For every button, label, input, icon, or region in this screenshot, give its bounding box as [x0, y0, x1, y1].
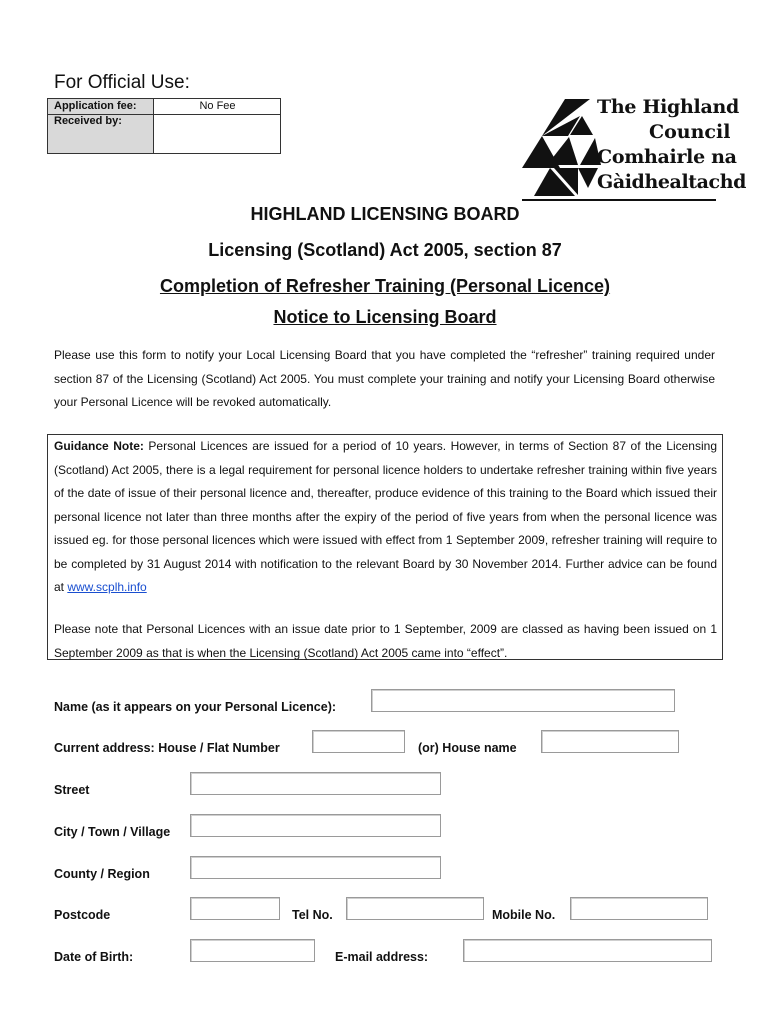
name-label: Name (as it appears on your Personal Licence): [54, 700, 337, 714]
street-label: Street [54, 783, 90, 797]
scplh-link[interactable]: www.scplh.info [67, 580, 147, 594]
postcode-label: Postcode [54, 908, 111, 922]
house-name-label: (or) House name [418, 741, 517, 755]
application-fee-label: Application fee: [54, 100, 137, 112]
heading-licensing-board: HIGHLAND LICENSING BOARD [250, 204, 520, 224]
official-use-title: For Official Use: [54, 72, 190, 93]
guidance-label: Guidance Note: [54, 439, 144, 453]
tel-field[interactable] [346, 897, 484, 920]
street-field[interactable] [190, 772, 441, 795]
logo-triangle-4 [547, 137, 578, 165]
guidance-box [47, 434, 723, 660]
county-field[interactable] [190, 856, 441, 879]
email-label: E-mail address: [335, 950, 429, 964]
official-use-table [47, 98, 281, 154]
guidance-paragraph [54, 435, 717, 600]
house-name-field[interactable] [541, 730, 679, 753]
logo-text-gaidhealtachd: Gàidhealtachd [597, 171, 747, 193]
heading-act: Licensing (Scotland) Act 2005, section 87 [208, 240, 562, 260]
dob-field[interactable] [190, 939, 315, 962]
mobile-field[interactable] [570, 897, 708, 920]
heading-completion: Completion of Refresher Training (Personal Licence) [159, 276, 611, 296]
logo-triangle-9 [578, 168, 598, 188]
guidance-text: Personal Licences are issued for a period of 10 years. However, in terms of Section 87 of the Licensing (Scotland) Act 2005, there is a legal requirement for personal licence holders to undertake refresher training within five years of the date of issue of their personal licence and, thereafter, produce evidence of this training to the Board which issued their personal licence not later than three months after the expiry of the period of five years from when the personal licence was issued eg. for those personal licences which were issued with effect from 1 September 2009, refresher training will require to be completed by 31 August 2014 with notification to the relevant Board by 30 November 2014. Further advice can be found at [54, 439, 717, 594]
logo-text-council: Council [649, 121, 731, 143]
application-fee-value: No Fee [199, 100, 236, 112]
mobile-label: Mobile No. [492, 908, 556, 922]
dob-label: Date of Birth: [54, 950, 134, 964]
heading-notice: Notice to Licensing Board [273, 307, 497, 327]
city-field[interactable] [190, 814, 441, 837]
guidance-note-paragraph: Please note that Personal Licences with an issue date prior to 1 September, 2009 are classed as having been issued on 1 September 2009 as that is when the Licensing (Scotland) Act 2005 came into “effect”. [54, 622, 717, 660]
email-field[interactable] [463, 939, 712, 962]
logo-text-comhairle: Comhairle na [597, 146, 737, 168]
received-by-label: Received by: [54, 115, 122, 127]
intro-paragraph: Please use this form to notify your Local Licensing Board that you have completed the “refresher” training required under section 87 of the Licensing (Scotland) Act 2005. You must complete your training and notify your Licensing Board otherwise your Personal Licence will be revoked automatically. [54, 348, 715, 409]
logo-text-highland: The Highland [597, 96, 739, 118]
logo-underline [522, 199, 716, 201]
county-label: County / Region [54, 867, 150, 881]
house-number-field[interactable] [312, 730, 405, 753]
city-label: City / Town / Village [54, 825, 171, 839]
tel-label: Tel No. [292, 908, 333, 922]
name-field[interactable] [371, 689, 675, 712]
address-number-label: Current address: House / Flat Number [54, 741, 280, 755]
postcode-field[interactable] [190, 897, 280, 920]
